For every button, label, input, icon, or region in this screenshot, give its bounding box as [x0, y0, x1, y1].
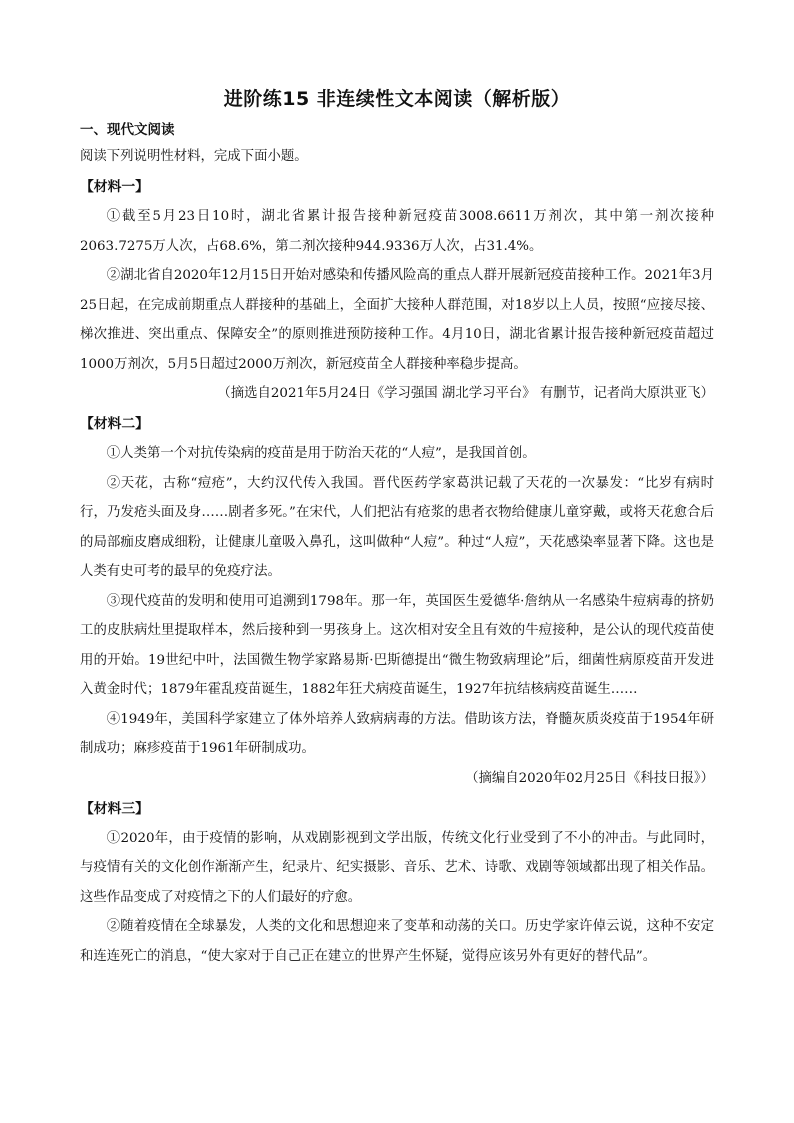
material-3-paragraph-2: ②随着疫情在全球暴发，人类的文化和思想迎来了变革和动荡的关口。历史学家许倬云说，这种不安定和连连死亡的消息，“使大家对于自己正在建立的世界产生怀疑，觉得应该另外有更好的替代品”。	[80, 919, 714, 964]
section-heading: 一、现代文阅读	[80, 122, 175, 138]
material-1-label: 【材料一】	[80, 179, 149, 195]
material-2-label: 【材料二】	[80, 416, 149, 432]
document-body	[80, 118, 714, 971]
material-1-paragraph-2: ②湖北省自2020年12月15日开始对感染和传播风险高的重点人群开展新冠疫苗接种工作。2021年3月25日起，在完成前期重点人群接种的基础上，全面扩大接种人群范围，对18岁以上人员，按照“应接尽接、梯次推进、突出重点、保障安全”的原则推进预防接种工作。4月10日，湖北省累计报告接种新冠疫苗超过1000万剂次，5月5日超过2000万剂次，新冠疫苗全人群接种率稳步提高。	[80, 268, 714, 372]
material-2-paragraph-3: ③现代疫苗的发明和使用可追溯到1798年。那一年，英国医生爱德华·詹纳从一名感染牛痘病毒的挤奶工的皮肤病灶里提取样本，然后接种到一男孩身上。这次相对安全且有效的牛痘接种，是公认的现代疫苗使用的开始。19世纪中叶，法国微生物学家路易斯·巴斯德提出“微生物致病理论”后，细菌性病原疫苗开发进入黄金时代；1879年霍乱疫苗诞生，1882年狂犬病疫苗诞生，1927年抗结核病疫苗诞生……	[80, 593, 714, 697]
material-3-label: 【材料三】	[80, 800, 149, 817]
instruction-text: 阅读下列说明性材料，完成下面小题。	[80, 149, 308, 164]
material-1-source: （摘选自2021年5月24日《学习强国 湖北学习平台》 有删节，记者尚大原洪亚飞）	[217, 386, 714, 401]
material-2-paragraph-4: ④1949年，美国科学家建立了体外培养人致病病毒的方法。借助该方法，脊髓灰质炎疫苗于1954年研制成功；麻疹疫苗于1961年研制成功。	[80, 711, 714, 756]
material-3-paragraph-1: ①2020年，由于疫情的影响，从戏剧影视到文学出版，传统文化行业受到了不小的冲击。与此同时，与疫情有关的文化创作渐渐产生，纪录片、纪实摄影、音乐、艺术、诗歌、戏剧等领域都出现了相关作品。这些作品变成了对疫情之下的人们最好的疗愈。	[80, 830, 714, 905]
material-2-paragraph-1: ①人类第一个对抗传染病的疫苗是用于防治天花的“人痘”，是我国首创。	[106, 446, 536, 461]
material-2-source: （摘编自2020年02月25日《科技日报》）	[465, 770, 714, 786]
material-2-paragraph-2: ②天花，古称“痘疮”，大约汉代传入我国。晋代医药学家葛洪记载了天花的一次暴发：“比岁有病时行，乃发疮头面及身……剧者多死。”在宋代，人们把沾有疮浆的患者衣物给健康儿童穿戴，或将天花愈合后的局部痂皮磨成细粉，让健康儿童吸入鼻孔，这叫做种“人痘”。种过“人痘”，天花感染率显著下降。这也是人类有史可考的最早的免疫疗法。	[80, 475, 714, 579]
document-title: 进阶练15 非连续性文本阅读（解析版）	[223, 88, 571, 110]
material-1-paragraph-1: ①截至5月23日10时，湖北省累计报告接种新冠疫苗3008.6611万剂次，其中第一剂次接种2063.7275万人次，占68.6%，第二剂次接种944.9336万人次，占31.4%。	[80, 209, 714, 254]
